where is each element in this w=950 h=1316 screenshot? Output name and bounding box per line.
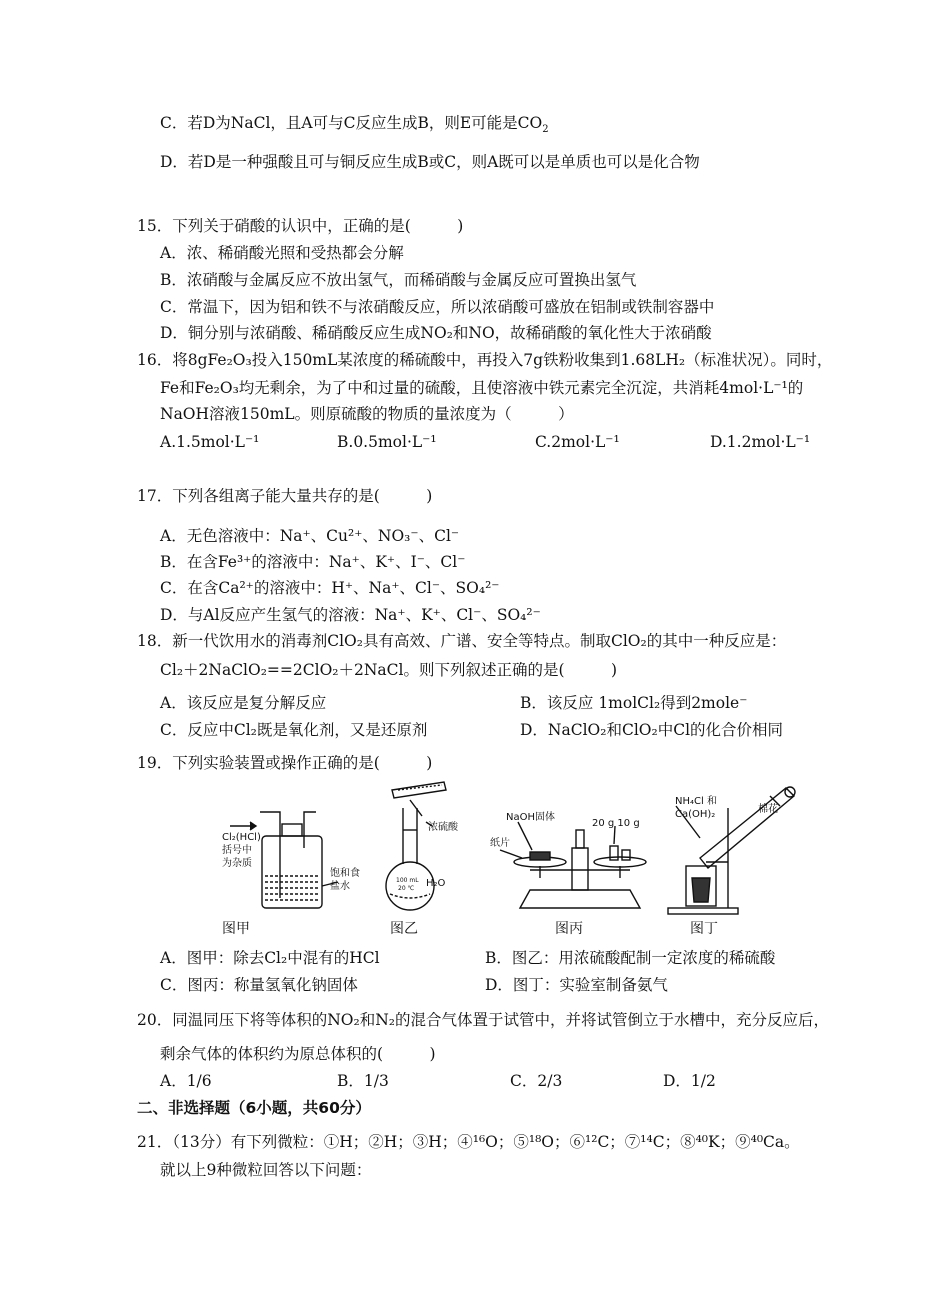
label-yi-flask2: 20 ℃ [398, 885, 415, 892]
q15-stem: 15．下列关于硝酸的认识中，正确的是( ) [137, 217, 464, 235]
q14-option-c [160, 113, 549, 140]
q20-line1: 20．同温同压下将等体积的NO₂和N₂的混合气体置于试管中，并将试管倒立于水槽中，充分反应后， [137, 1011, 829, 1029]
q14-option-c-text: C．若D为NaCl，且A可与C反应生成B，则E可能是CO [160, 114, 543, 132]
q19-apparatus-figures [200, 778, 800, 938]
q16-option-a: A.1.5mol·L⁻¹ [160, 433, 260, 451]
label-bing-paper: 纸片 [490, 838, 510, 849]
q16-line2: Fe和Fe₂O₃均无剩余，为了中和过量的硫酸，且使溶液中铁元素完全沉淀，共消耗4mol·L⁻¹的 [160, 379, 804, 397]
q15-option-b: B．浓硝酸与金属反应不放出氢气，而稀硝酸与金属反应可置换出氢气 [160, 271, 637, 289]
q21-line1: 21．（13分）有下列微粒：①H；②H；③H；④¹⁶O；⑤¹⁸O；⑥¹²C；⑦¹⁴C；⑧⁴⁰K；⑨⁴⁰Ca。 [137, 1133, 800, 1151]
apparatus-svg [200, 778, 800, 938]
q15-option-c: C．常温下，因为铝和铁不与浓硝酸反应，所以浓硝酸可盛放在铝制或铁制容器中 [160, 298, 715, 316]
q19-option-a: A．图甲：除去Cl₂中混有的HCl [160, 949, 380, 967]
q14-option-c-sub: 2 [542, 124, 549, 136]
q20-line2: 剩余气体的体积约为原总体积的( ) [160, 1045, 436, 1063]
label-ding-cotton: 棉花 [758, 804, 778, 815]
label-jia-note1: 括号中 [222, 845, 252, 856]
q15-option-d: D．铜分别与浓硝酸、稀硝酸反应生成NO₂和NO，故稀硝酸的氧化性大于浓硝酸 [160, 324, 712, 342]
label-bing-naoh: NaOH固体 [506, 812, 555, 823]
section-two-heading: 二、非选择题（6小题，共60分） [137, 1099, 371, 1117]
label-bing-weights: 20 g 10 g [592, 818, 640, 829]
q18-option-b: B．该反应 1molCl₂得到2mole⁻ [520, 694, 748, 712]
q16-option-d: D.1.2mol·L⁻¹ [710, 433, 811, 451]
label-ding-reagent2: Ca(OH)₂ [675, 809, 716, 820]
label-jia-sol2: 盐水 [330, 881, 350, 892]
q16-line3: NaOH溶液150mL。则原硫酸的物质的量浓度为（ ） [160, 405, 574, 423]
q18-option-d: D．NaClO₂和ClO₂中Cl的化合价相同 [520, 721, 784, 739]
q19-option-d: D．图丁：实验室制备氨气 [485, 976, 668, 994]
fig-label-yi: 图乙 [390, 921, 418, 937]
q18-option-a: A．该反应是复分解反应 [160, 694, 327, 712]
q16-option-b: B.0.5mol·L⁻¹ [337, 433, 437, 451]
q20-option-c: C．2/3 [510, 1072, 563, 1090]
fig-label-bing: 图丙 [555, 921, 583, 937]
fig-label-jia: 图甲 [222, 921, 250, 937]
q19-stem: 19．下列实验装置或操作正确的是( ) [137, 754, 433, 772]
q17-option-d: D．与Al反应产生氢气的溶液：Na⁺、K⁺、Cl⁻、SO₄²⁻ [160, 606, 541, 624]
label-yi-acid: 浓硫酸 [428, 822, 458, 833]
q17-option-a: A．无色溶液中：Na⁺、Cu²⁺、NO₃⁻、Cl⁻ [160, 527, 460, 545]
q14-option-d: D．若D是一种强酸且可与铜反应生成B或C，则A既可以是单质也可以是化合物 [160, 153, 700, 171]
q18-option-c: C．反应中Cl₂既是氧化剂，又是还原剂 [160, 721, 428, 739]
q16-line1: 16．将8gFe₂O₃投入150mL某浓度的稀硫酸中，再投入7g铁粉收集到1.68LH₂（标准状况）。同时， [137, 351, 833, 369]
q19-option-b: B．图乙：用浓硫酸配制一定浓度的稀硫酸 [485, 949, 776, 967]
label-jia-sol1: 饱和食 [330, 868, 360, 879]
q19-option-c: C．图丙：称量氢氧化钠固体 [160, 976, 358, 994]
q16-option-c: C.2mol·L⁻¹ [535, 433, 620, 451]
q15-option-a: A．浓、稀硝酸光照和受热都会分解 [160, 244, 404, 262]
q20-option-a: A．1/6 [160, 1072, 212, 1090]
q20-option-d: D．1/2 [663, 1072, 716, 1090]
q17-stem: 17．下列各组离子能大量共存的是( ) [137, 487, 433, 505]
q18-line2: Cl₂＋2NaClO₂==2ClO₂＋2NaCl。则下列叙述正确的是( ) [160, 661, 618, 679]
q17-option-c: C．在含Ca²⁺的溶液中：H⁺、Na⁺、Cl⁻、SO₄²⁻ [160, 579, 500, 597]
label-jia-note2: 为杂质 [222, 858, 252, 869]
label-ding-reagent1: NH₄Cl 和 [675, 796, 717, 807]
q21-line2: 就以上9种微粒回答以下问题： [160, 1161, 372, 1179]
fig-label-ding: 图丁 [690, 921, 718, 937]
figure-yi-volumetric-flask [386, 782, 446, 910]
label-jia-gas: Cl₂(HCl) [222, 832, 261, 843]
q17-option-b: B．在含Fe³⁺的溶液中：Na⁺、K⁺、I⁻、Cl⁻ [160, 553, 466, 571]
label-yi-water: H₂O [426, 878, 446, 889]
q18-line1: 18．新一代饮用水的消毒剂ClO₂具有高效、广谱、安全等特点。制取ClO₂的其中一种反应是： [137, 632, 787, 650]
label-yi-flask1: 100 mL [396, 877, 419, 884]
q20-option-b: B．1/3 [337, 1072, 389, 1090]
figure-bing-balance [500, 822, 646, 908]
